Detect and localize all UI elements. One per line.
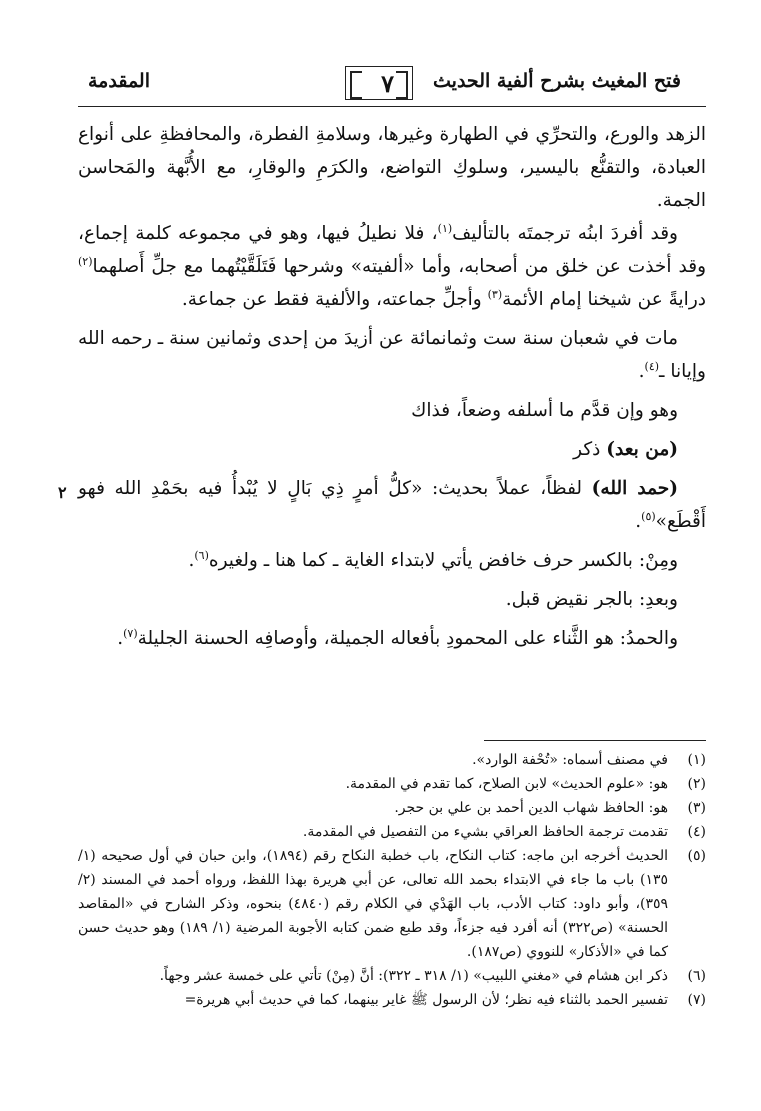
footnote-item xyxy=(78,796,706,820)
p5-text: ذكر xyxy=(573,439,607,460)
main-text xyxy=(78,118,706,661)
footnote-item xyxy=(78,748,706,772)
page-number-frame xyxy=(345,66,413,100)
footnote-item xyxy=(78,964,706,988)
paragraph-1 xyxy=(78,118,706,217)
footnote-item xyxy=(78,820,706,844)
paragraph-2 xyxy=(78,217,706,316)
footnote-text: في مصنف أسماه: «تُحْفة الوارد». xyxy=(472,752,668,768)
p6-end: . xyxy=(635,511,642,532)
paragraph-3 xyxy=(78,322,706,388)
footnote-ref-7[interactable]: (٧) xyxy=(123,626,138,640)
paragraph-9 xyxy=(78,622,706,655)
footnote-ref-5[interactable]: (٥) xyxy=(641,509,656,523)
footnote-text: الحديث أخرجه ابن ماجه: كتاب النكاح، باب خطبة النكاح رقم (١٨٩٤)، وابن حبان في أول صحيحه (١/ ١٣٥) باب ما جاء في الابتداء بحمد الله تعالى، عن أبي هريرة بهذا اللفظ، ورواه أحمد في المسند (٢/ ٣٥٩)، وأبو داود: كتاب الأدب، باب الهَدْي في الكلام رقم (٤٨٤٠) بنحوه، وذكر الشارح في «المقاصد الحسنة» (ص٣٢٢) أنه أفرد فيه جزءاً، وقد طبع ضمن كتابه الأجوبة المرضية (١/ ١٨٩) وهو حديث حسن كما في «الأذكار» للنووي (ص١٨٧). xyxy=(78,848,669,960)
p6-text: لفظاً، عملاً بحديث: «كلُّ أمرٍ ذِي بَالٍ لا يُبْدأُ فيه بحَمْدِ الله فهو أَقْطَع» xyxy=(78,478,706,532)
footnote-text: تقدمت ترجمة الحافظ العراقي بشيء من التفصيل في المقدمة. xyxy=(302,824,668,840)
footnote-number: (٧) xyxy=(687,992,706,1008)
footnote-number: (٥) xyxy=(687,848,706,864)
footnote-text: هو: الحافظ شهاب الدين أحمد بن علي بن حجر. xyxy=(394,800,668,816)
footnote-ref-1[interactable]: (١) xyxy=(437,221,453,235)
p9-text: والحمدُ: هو الثَّناء على المحمودِ بأفعاله الجميلة، وأوصافِه الحسنة الجليلة xyxy=(137,628,678,649)
header-divider xyxy=(78,106,706,107)
footnote-item xyxy=(78,772,706,796)
footnote-text: هو: «علوم الحديث» لابن الصلاح، كما تقدم في المقدمة. xyxy=(345,776,668,792)
paragraph-1-text: الزهد والورع، والتحرِّي في الطهارة وغيرها، وسلامةِ الفطرة، والمحافظةِ على أنواع العبادة، والتقنُّع باليسير، وسلوكِ التواضع، والكرَمِ والوقارِ، مع الأُبَّهة والمَحاسن الجمة. xyxy=(78,124,706,211)
p9-end: . xyxy=(117,628,124,649)
footnote-ref-2[interactable]: (٢) xyxy=(78,254,93,268)
paragraph-8 xyxy=(78,583,706,616)
verse-text: وهو وإن قدَّم ما أسلفه وضعاً، فذاك xyxy=(411,400,678,421)
p2-text-a: وقد أفردَ ابنُه ترجمتَه بالتأليف xyxy=(452,223,678,244)
footnote-ref-4[interactable]: (٤) xyxy=(644,359,660,373)
section-title: المقدمة xyxy=(88,70,151,92)
p2-text-d: وأجلِّ جماعته، والألفية فقط عن جماعة. xyxy=(181,289,488,310)
footnote-divider xyxy=(484,740,706,741)
matn-phrase-1: (من بعد) xyxy=(606,439,678,460)
footnote-item xyxy=(78,844,706,964)
footnote-number: (٤) xyxy=(687,824,706,840)
frame-ornament-right xyxy=(396,71,408,99)
footnote-number: (٦) xyxy=(687,968,706,984)
frame-ornament-left xyxy=(350,71,362,99)
footnote-text: ذكر ابن هشام في «مغني اللبيب» (١/ ٣١٨ ـ ٣٢٢): أنَّ (مِنْ) تأتي على خمسة عشر وجهاً. xyxy=(159,968,668,984)
p8-text: وبعدِ: بالجر نقيض قبل. xyxy=(505,589,678,610)
page-number: ٧ xyxy=(381,69,394,98)
paragraph-7 xyxy=(78,544,706,577)
verse-line xyxy=(78,394,706,427)
margin-verse-number: ٢ xyxy=(58,483,67,502)
footnotes xyxy=(78,748,706,1012)
footnote-number: (٢) xyxy=(687,776,706,792)
running-title: فتح المغيث بشرح ألفية الحديث xyxy=(433,70,681,92)
matn-phrase-2: (حمد الله) xyxy=(591,478,678,499)
p3-text-a: مات في شعبان سنة ست وثمانمائة عن أزيدَ من إحدى وثمانين سنة ـ رحمه الله وإيانا ـ xyxy=(78,328,706,382)
footnote-number: (٣) xyxy=(687,800,706,816)
p3-text-b: . xyxy=(638,361,645,382)
footnote-item xyxy=(78,988,706,1012)
p7-text: ومِنْ: بالكسر حرف خافض يأتي لابتداء الغاية ـ كما هنا ـ ولغيره xyxy=(208,550,678,571)
p2-text-b: ، فلا نطيلُ فيها، وهو في مجموعه كلمة إجماع، وقد أخذت عن خلق من أصحابه، وأما «ألفيته» وشرحها فَتَلَقَّيْتُهما مع جلِّ أَصلهما xyxy=(78,223,706,277)
p2-text-c: درايةً عن شيخنا إمام الأئمة xyxy=(502,289,706,310)
p7-end: . xyxy=(188,550,195,571)
footnote-ref-6[interactable]: (٦) xyxy=(194,548,209,562)
footnote-number: (١) xyxy=(687,752,706,768)
footnote-text: تفسير الحمد بالثناء فيه نظر؛ لأن الرسول ﷺ غاير بينهما، كما في حديث أبي هريرة= xyxy=(184,992,668,1008)
footnote-ref-3[interactable]: (٣) xyxy=(487,287,503,301)
paragraph-5 xyxy=(78,433,706,466)
paragraph-6 xyxy=(78,472,706,538)
